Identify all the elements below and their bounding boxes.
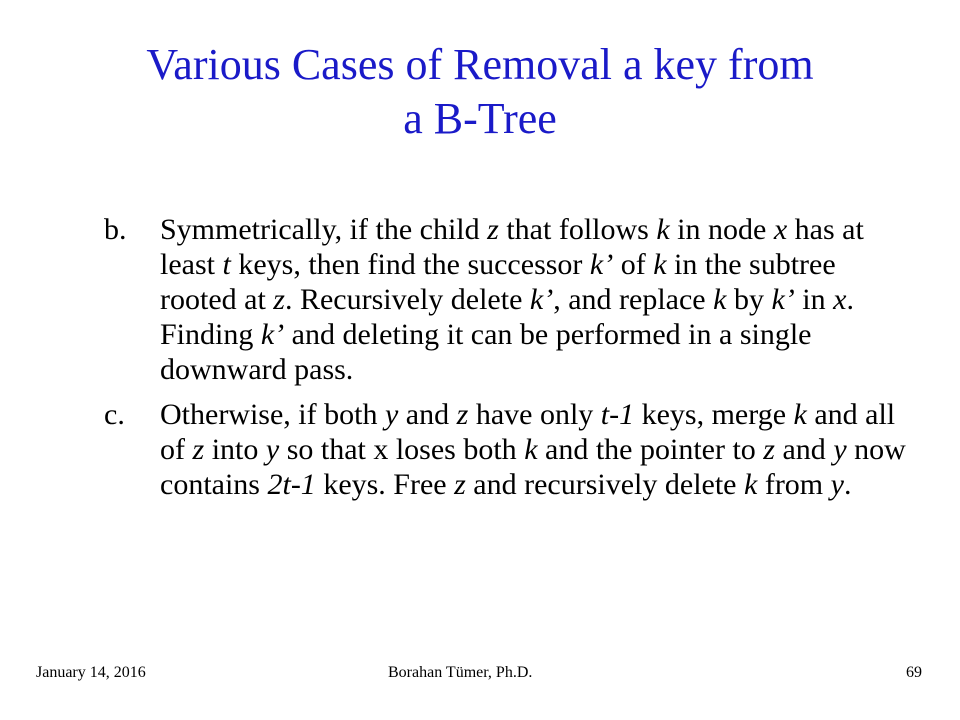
math-variable: z — [487, 213, 499, 246]
text-run: and deleting it can be performed in a single downward pass. — [160, 318, 812, 386]
text-run: in — [794, 283, 834, 316]
text-run: and — [774, 433, 834, 466]
text-run: so that x loses both — [279, 433, 525, 466]
list-item-text — [160, 212, 916, 387]
math-variable: z — [456, 398, 469, 431]
text-run: that follows — [498, 213, 657, 246]
text-run: . — [843, 468, 852, 501]
math-variable: k — [744, 468, 758, 501]
text-run: by — [726, 283, 772, 316]
math-variable: k — [793, 398, 807, 431]
math-variable: k — [656, 213, 670, 246]
text-run: in the subtree rooted at — [160, 248, 836, 316]
text-run: keys, then find the successor — [230, 248, 590, 281]
text-run: and all of — [160, 398, 896, 466]
math-variable: z — [192, 433, 205, 466]
math-variable: k — [524, 433, 538, 466]
text-run: Otherwise, if both — [160, 398, 385, 431]
list-item-marker: c. — [104, 398, 125, 431]
math-variable: 2t-1 — [267, 468, 316, 501]
text-run: have only — [468, 398, 601, 431]
math-variable: z — [763, 433, 775, 466]
text-run: of — [613, 248, 654, 281]
math-variable: y — [833, 433, 847, 466]
math-variable: k — [713, 283, 727, 316]
text-run: from — [757, 468, 831, 501]
math-variable: y — [384, 398, 399, 431]
math-variable: k’ — [771, 283, 795, 316]
math-variable: t — [222, 248, 231, 281]
math-variable: t-1 — [600, 398, 635, 431]
text-run: Symmetrically, if the child — [160, 213, 488, 246]
footer-date: January 14, 2016 — [36, 664, 146, 681]
list-item-c — [96, 397, 916, 502]
text-run: has at least — [160, 213, 864, 281]
math-variable: y — [830, 468, 844, 501]
slide-title-line-1: Various Cases of Removal a key from — [146, 40, 814, 89]
footer-page-number: 69 — [906, 664, 922, 681]
text-run: . Finding — [160, 283, 854, 351]
text-run: in node — [669, 213, 774, 246]
math-variable: x — [773, 213, 788, 246]
math-variable: k’ — [260, 318, 285, 351]
math-variable: z — [454, 468, 466, 501]
text-run: keys. Free — [315, 468, 455, 501]
slide-body — [96, 212, 916, 512]
text-run: , and replace — [553, 283, 714, 316]
list-item-text — [160, 397, 916, 502]
math-variable: k — [653, 248, 667, 281]
math-variable: k’ — [529, 283, 554, 316]
text-run: into — [204, 433, 266, 466]
list-item-marker: b. — [104, 213, 127, 246]
text-run: and — [398, 398, 457, 431]
text-run: and the pointer to — [537, 433, 764, 466]
text-run: . Recursively delete — [284, 283, 530, 316]
math-variable: x — [833, 283, 847, 316]
math-variable: k’ — [589, 248, 614, 281]
math-variable: z — [273, 283, 285, 316]
math-variable: y — [265, 433, 280, 466]
slide-title-line-2: a B-Tree — [403, 94, 557, 143]
list-item-b — [96, 212, 916, 387]
text-run: keys, merge — [634, 398, 794, 431]
slide-title — [40, 38, 920, 146]
text-run: and recursively delete — [465, 468, 744, 501]
text-run: now contains — [160, 433, 906, 501]
footer-author: Borahan Tümer, Ph.D. — [388, 664, 533, 681]
